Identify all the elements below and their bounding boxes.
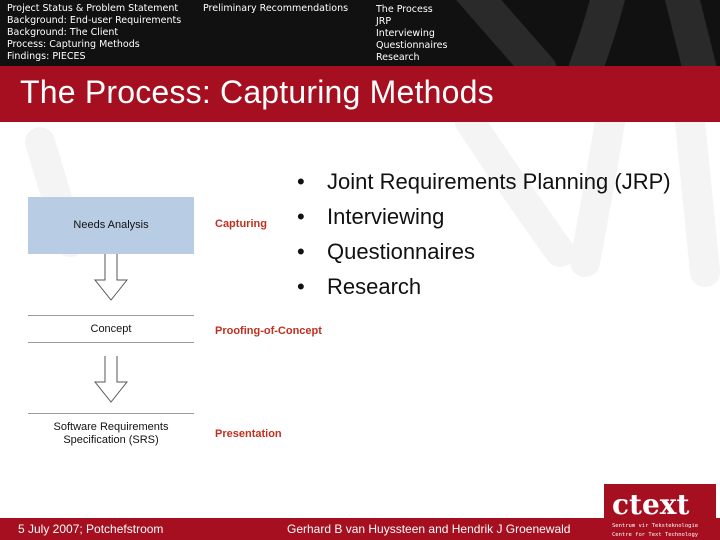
bullet-icon: • <box>297 239 305 264</box>
bullet-icon: • <box>297 204 305 229</box>
nav-section-1 <box>7 3 181 63</box>
proofing-of-concept-label: Proofing-of-Concept <box>215 325 322 337</box>
svg-text:Sentrum vir Teksteknologie: Sentrum vir Teksteknologie <box>612 523 699 529</box>
presentation-label: Presentation <box>215 428 282 440</box>
nav-link-jrp[interactable]: JRP <box>376 16 392 27</box>
footer-authors: Gerhard B van Huyssteen and Hendrik J Groenewald <box>287 522 571 536</box>
srs-label: Software Requirements Specification (SRS) <box>53 421 169 446</box>
nav-link-pieces[interactable]: Findings: PIECES <box>7 51 86 62</box>
nav-link-research[interactable]: Research <box>376 52 420 63</box>
list-item: • Research <box>297 274 422 299</box>
capturing-methods-list <box>297 168 671 308</box>
list-item: • Joint Requirements Planning (JRP) <box>297 169 671 194</box>
nav-link-the-process[interactable]: The Process <box>376 4 433 15</box>
nav-section-3 <box>376 4 447 64</box>
concept-label: Concept <box>90 323 132 335</box>
bullet-icon: • <box>297 169 305 194</box>
svg-text:ctext: ctext <box>612 488 690 521</box>
list-item: • Questionnaires <box>297 239 475 264</box>
needs-analysis-label: Needs Analysis <box>73 219 149 231</box>
footer-date-location: 5 July 2007; Potchefstroom <box>18 522 164 536</box>
divider <box>28 342 194 343</box>
ctext-logo <box>604 484 716 540</box>
nav-link-questionnaires[interactable]: Questionnaires <box>376 40 448 51</box>
divider <box>28 315 194 316</box>
nav-link-capturing-methods[interactable]: Process: Capturing Methods <box>7 39 140 50</box>
nav-section-2 <box>203 3 348 15</box>
nav-link-end-user-requirements[interactable]: Background: End-user Requirements <box>7 15 182 26</box>
capturing-label: Capturing <box>215 218 267 230</box>
bullet-icon: • <box>297 274 305 299</box>
down-arrow-icon <box>93 254 129 302</box>
nav-link-preliminary-recommendations[interactable]: Preliminary Recommendations <box>203 3 349 14</box>
nav-link-problem-statement[interactable]: Project Status & Problem Statement <box>7 3 179 14</box>
divider <box>28 413 194 414</box>
down-arrow-icon <box>93 356 129 404</box>
page-title: The Process: Capturing Methods <box>20 74 494 110</box>
title-bar <box>0 66 720 122</box>
header-band <box>0 0 720 122</box>
list-item: • Interviewing <box>297 204 445 229</box>
nav-link-interviewing[interactable]: Interviewing <box>376 28 435 39</box>
svg-text:Centre for Text Technology: Centre for Text Technology <box>612 532 699 538</box>
nav-link-the-client[interactable]: Background: The Client <box>7 27 119 38</box>
